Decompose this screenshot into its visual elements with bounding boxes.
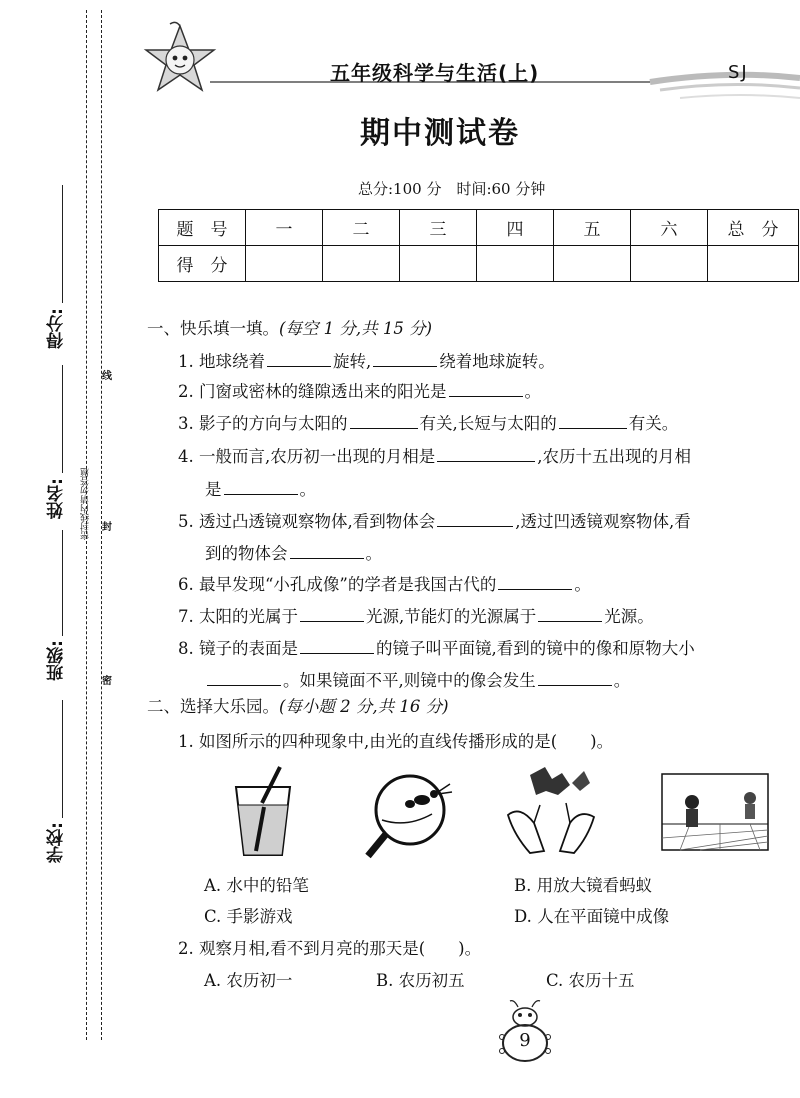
pencil-in-water-image <box>228 765 298 860</box>
question-2-1 <box>178 728 613 752</box>
question-number: 1. <box>178 732 194 751</box>
question-text: 。 <box>365 544 382 563</box>
score-cell-input[interactable] <box>323 246 400 282</box>
score-table-cell: 四 <box>477 210 554 246</box>
answer-blank[interactable] <box>449 382 523 397</box>
score-label: 得分: <box>47 308 67 349</box>
score-table-header-row <box>159 210 799 246</box>
q2-1-option-c[interactable]: C. 手影游戏 <box>204 907 293 926</box>
star-mascot-icon <box>140 20 220 100</box>
question-text: 的镜子叫平面镜,看到的镜中的像和原物大小 <box>376 639 695 658</box>
school-label: 学校: <box>47 822 67 863</box>
question-1-5 <box>178 508 691 532</box>
class-label: 班级: <box>47 640 67 681</box>
score-cell-input[interactable] <box>708 246 799 282</box>
question-text: 。 <box>524 382 541 401</box>
q2-2-option-a[interactable]: A. 农历初一 <box>204 971 293 990</box>
q2-1-option-b[interactable]: B. 用放大镜看蚂蚁 <box>514 876 653 895</box>
q2-1-option-a[interactable]: A. 水中的铅笔 <box>204 876 309 895</box>
question-text: 到的物体会 <box>205 544 288 563</box>
section2-note: (每小题 2 分,共 16 分) <box>279 697 449 716</box>
question-text: 。 <box>299 480 316 499</box>
question-text: 有关。 <box>628 414 679 433</box>
question-text: 光源。 <box>604 607 654 626</box>
question-text: 太阳的光属于 <box>199 607 298 626</box>
hand-shadow-image <box>500 765 600 857</box>
answer-blank[interactable] <box>207 671 281 686</box>
question-1-2 <box>178 378 541 402</box>
score-table-cell: 总 分 <box>708 210 799 246</box>
question-1-8-cont <box>205 667 630 691</box>
question-text: 。 <box>613 671 631 690</box>
question-number: 2. <box>178 382 194 401</box>
question-text: 透过凸透镜观察物体,看到物体会 <box>199 512 436 531</box>
class-field[interactable] <box>62 530 63 636</box>
answer-blank[interactable] <box>350 414 418 429</box>
seal-char-feng: 封 <box>102 522 112 533</box>
question-number: 8. <box>178 639 194 658</box>
name-label: 姓名: <box>47 478 67 519</box>
score-cell-input[interactable] <box>554 246 631 282</box>
question-number: 7. <box>178 607 194 626</box>
question-1-5-cont <box>205 540 382 564</box>
answer-blank[interactable] <box>437 512 513 527</box>
question-2-2 <box>178 935 481 959</box>
exam-title: 期中测试卷 <box>360 116 520 151</box>
question-number: 3. <box>178 414 194 433</box>
score-table-cell: 一 <box>246 210 323 246</box>
answer-blank[interactable] <box>224 480 298 495</box>
edition-code: SJ <box>728 62 749 83</box>
score-table-cell: 得 分 <box>159 246 246 282</box>
question-text: 旋转, <box>333 352 372 371</box>
question-text: 门窗或密林的缝隙透出来的阳光是 <box>199 382 447 401</box>
answer-blank[interactable] <box>267 352 331 367</box>
answer-blank[interactable] <box>290 544 364 559</box>
score-cell-input[interactable] <box>631 246 708 282</box>
mirror-reflection-image <box>660 772 770 852</box>
score-cell-input[interactable] <box>246 246 323 282</box>
question-1-6 <box>178 571 591 595</box>
question-text: 观察月相,看不到月亮的那天是( )。 <box>199 939 482 958</box>
q2-1-option-d[interactable]: D. 人在平面镜中成像 <box>514 907 670 926</box>
answer-blank[interactable] <box>559 414 627 429</box>
question-text: 一般而言,农历初一出现的月相是 <box>199 447 436 466</box>
question-1-3 <box>178 410 678 434</box>
question-text: 绕着地球旋转。 <box>439 352 555 371</box>
question-1-4 <box>178 443 691 467</box>
exam-meta: 总分:100 分 时间:60 分钟 <box>358 180 546 198</box>
question-text: 。如果镜面不平,则镜中的像会发生 <box>283 671 536 690</box>
question-text: 。 <box>574 575 591 594</box>
question-1-4-cont <box>205 476 316 500</box>
section1-title: 一、快乐填一填。 <box>147 319 279 338</box>
score-table <box>158 209 799 282</box>
question-text: 光源,节能灯的光源属于 <box>366 607 537 626</box>
question-1-1 <box>178 348 555 372</box>
question-text: 最早发现“小孔成像”的学者是我国古代的 <box>199 575 497 594</box>
seal-note: 密封线内请勿答题 <box>81 468 91 540</box>
answer-blank[interactable] <box>498 575 572 590</box>
question-number: 4. <box>178 447 194 466</box>
score-table-cell: 六 <box>631 210 708 246</box>
question-text: 如图所示的四种现象中,由光的直线传播形成的是( )。 <box>199 732 614 751</box>
answer-blank[interactable] <box>538 607 602 622</box>
question-number: 6. <box>178 575 194 594</box>
question-1-8 <box>178 635 695 659</box>
score-cell-input[interactable] <box>477 246 554 282</box>
question-text: 是 <box>205 480 222 499</box>
q2-2-option-c[interactable]: C. 农历十五 <box>546 971 635 990</box>
section1-note: (每空 1 分,共 15 分) <box>279 319 433 338</box>
page-number: 9 <box>519 1030 531 1051</box>
question-text: 镜子的表面是 <box>199 639 298 658</box>
question-text: ,透过凹透镜观察物体,看 <box>515 512 691 531</box>
answer-blank[interactable] <box>300 607 364 622</box>
q2-2-option-b[interactable]: B. 农历初五 <box>376 971 465 990</box>
question-number: 1. <box>178 352 194 371</box>
score-cell-input[interactable] <box>400 246 477 282</box>
magnifier-ant-image <box>362 770 457 860</box>
school-field[interactable] <box>62 700 63 818</box>
score-table-cell: 五 <box>554 210 631 246</box>
question-text: 有关,长短与太阳的 <box>419 414 557 433</box>
section2-title: 二、选择大乐园。 <box>147 697 279 716</box>
seal-char-mi: 密 <box>102 676 112 687</box>
question-number: 2. <box>178 939 194 958</box>
question-text: 影子的方向与太阳的 <box>199 414 348 433</box>
answer-blank[interactable] <box>300 639 374 654</box>
question-number: 5. <box>178 512 194 531</box>
score-table-cell: 三 <box>400 210 477 246</box>
answer-blank[interactable] <box>437 447 535 462</box>
book-title: 五年级科学与生活(上) <box>330 61 540 85</box>
answer-blank[interactable] <box>373 352 437 367</box>
question-text: ,农历十五出现的月相 <box>537 447 691 466</box>
score-table-score-row <box>159 246 799 282</box>
section2-heading <box>147 693 449 717</box>
score-table-cell: 题 号 <box>159 210 246 246</box>
score-table-cell: 二 <box>323 210 400 246</box>
question-text: 地球绕着 <box>199 352 265 371</box>
seal-char-xian: 线 <box>102 371 112 382</box>
score-field[interactable] <box>62 185 63 303</box>
section1-heading <box>147 315 432 339</box>
question-1-7 <box>178 603 654 627</box>
answer-blank[interactable] <box>538 671 612 686</box>
name-field[interactable] <box>62 365 63 473</box>
